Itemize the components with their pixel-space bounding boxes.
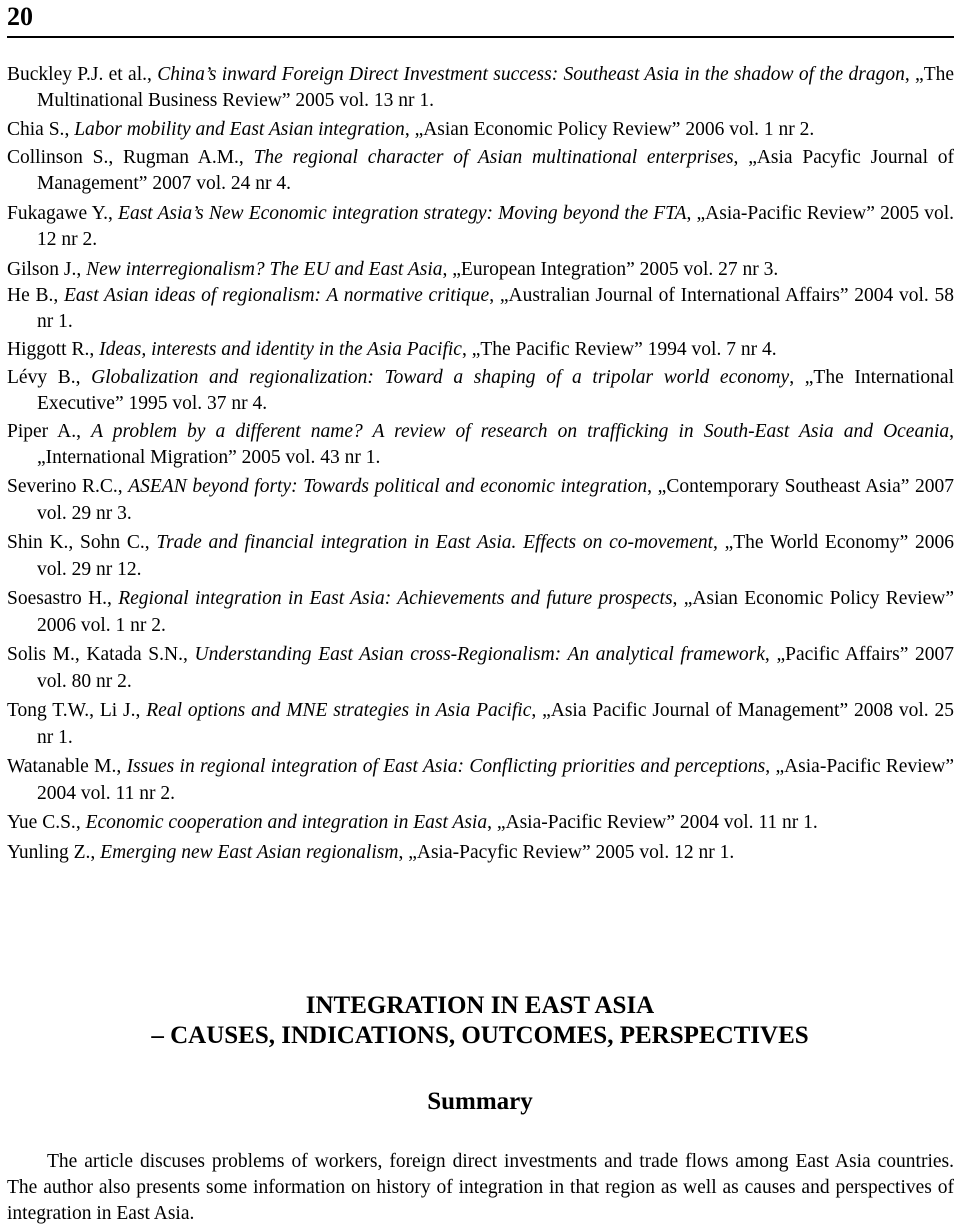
reference-entry: Gilson J., New interregionalism? The EU and East Asia, „European Integration” 2005 vol. 27 nr 3. xyxy=(7,259,779,280)
reference-source: „Asian Economic Policy Review” 2006 vol. 1 nr 2. xyxy=(414,119,815,140)
summary-text: The article discuses problems of workers, foreign direct investments and trade flows among East Asia countries. The author also presents some information on history of integration in that region as well as causes and perspectives of integration in East Asia. xyxy=(7,1151,954,1224)
reference-title: Globalization and regionalization: Toward a shaping of a tripolar world economy xyxy=(91,367,790,388)
page-number: 20 xyxy=(7,2,33,31)
reference-title: New interregionalism? The EU and East Asia xyxy=(86,259,443,280)
reference-source: „The Pacific Review” 1994 vol. 7 nr 4. xyxy=(471,339,777,360)
reference-entry: Soesastro H., Regional integration in East Asia: Achievements and future prospects, „Asian Economic Policy Review” 2006 vol. 1 nr 2. xyxy=(7,588,954,636)
reference-entry: Higgott R., Ideas, interests and identity in the Asia Pacific, „The Pacific Review” 1994 vol. 7 nr 4. xyxy=(7,339,777,360)
reference-entry: Buckley P.J. et al., China’s inward Foreign Direct Investment success: Southeast Asia in the shadow of the dragon, „The Multinational Business Review” 2005 vol. 13 nr 1. xyxy=(7,64,955,111)
reference-author: Yunling Z. xyxy=(7,841,91,863)
reference-author: Piper A. xyxy=(7,421,77,442)
reference-entry: Piper A., A problem by a different name? A review of research on trafficking in South-East Asia and Oceania, „International Migration” 2005 vol. 43 nr 1. xyxy=(7,421,955,468)
reference-entry: Fukagawe Y., East Asia’s New Economic integration strategy: Moving beyond the FTA, „Asia-Pacific Review” 2005 vol. 12 nr 2. xyxy=(7,203,955,250)
reference-source: „Asia-Pacific Review” 2004 vol. 11 nr 1. xyxy=(496,812,818,833)
reference-source: „Asia Pacific Journal of Management” 2008 vol. 25 nr 1. xyxy=(37,700,954,748)
english-title-line1: INTEGRATION IN EAST ASIA xyxy=(305,992,655,1019)
reference-author: Higgott R. xyxy=(7,339,90,360)
reference-source: „European Integration” 2005 vol. 27 nr 3. xyxy=(452,259,779,280)
reference-source: „Asia-Pacific Review” 2005 vol. 12 nr 2. xyxy=(37,203,955,250)
reference-title: Regional integration in East Asia: Achievements and future prospects xyxy=(118,588,673,609)
reference-source: „Asian Economic Policy Review” 2006 vol. 1 nr 2. xyxy=(37,588,954,636)
reference-author: Lévy B. xyxy=(7,367,76,388)
reference-entry: Lévy B., Globalization and regionalization: Toward a shaping of a tripolar world economy, „The International Executive” 1995 vol. 37 nr 4. xyxy=(7,367,954,414)
reference-title: Real options and MNE strategies in Asia Pacific xyxy=(146,700,532,721)
reference-entry: Watanable M., Issues in regional integration of East Asia: Conflicting priorities and perceptions, „Asia-Pacific Review” 2004 vol. 11 nr 2. xyxy=(7,756,955,804)
reference-title: ASEAN beyond forty: Towards political and economic integration xyxy=(128,476,648,497)
reference-author: Tong T.W., Li J. xyxy=(7,700,136,721)
reference-source: „Pacific Affairs” 2007 vol. 80 nr 2. xyxy=(37,644,955,692)
reference-title: Understanding East Asian cross-Regionalism: An analytical framework xyxy=(194,644,765,665)
reference-source: „The Multinational Business Review” 2005 vol. 13 nr 1. xyxy=(37,64,955,111)
reference-entry: Solis M., Katada S.N., Understanding East Asian cross-Regionalism: An analytical framework, „Pacific Affairs” 2007 vol. 80 nr 2. xyxy=(7,644,955,692)
reference-source: „The International Executive” 1995 vol. 37 nr 4. xyxy=(37,367,954,414)
reference-author: Soesastro H. xyxy=(7,588,108,609)
reference-source: „The World Economy” 2006 vol. 29 nr 12. xyxy=(37,532,955,580)
reference-author: Chia S. xyxy=(7,119,65,140)
reference-author: Severino R.C. xyxy=(7,476,118,497)
reference-title: Ideas, interests and identity in the Asia Pacific xyxy=(99,339,462,360)
english-title-line2: – CAUSES, INDICATIONS, OUTCOMES, PERSPECTIVES xyxy=(151,1022,809,1049)
reference-author: Fukagawe Y. xyxy=(7,203,109,224)
reference-title: Trade and financial integration in East Asia. Effects on co-movement xyxy=(156,532,714,553)
reference-source: „Asia-Pacyfic Review” 2005 vol. 12 nr 1. xyxy=(408,841,735,863)
references-list xyxy=(7,62,954,866)
reference-author: He B. xyxy=(7,285,54,306)
reference-entry: He B., East Asian ideas of regionalism: A normative critique, „Australian Journal of International Affairs” 2004 vol. 58 nr 1. xyxy=(7,285,955,332)
reference-author: Yue C.S. xyxy=(7,812,76,833)
reference-title: Economic cooperation and integration in East Asia xyxy=(85,812,488,833)
reference-title: East Asian ideas of regionalism: A normative critique xyxy=(64,285,490,306)
reference-entry: Tong T.W., Li J., Real options and MNE strategies in Asia Pacific, „Asia Pacific Journal of Management” 2008 vol. 25 nr 1. xyxy=(7,700,954,748)
reference-title: The regional character of Asian multinational enterprises xyxy=(253,147,734,168)
reference-entry: Chia S., Labor mobility and East Asian integration, „Asian Economic Policy Review” 2006 vol. 1 nr 2. xyxy=(7,119,815,140)
reference-title: Labor mobility and East Asian integration xyxy=(74,119,405,140)
reference-author: Watanable M. xyxy=(7,756,117,777)
reference-source: „Contemporary Southeast Asia” 2007 vol. 29 nr 3. xyxy=(37,476,955,524)
reference-source: „Asia Pacyfic Journal of Management” 2007 vol. 24 nr 4. xyxy=(37,147,954,194)
reference-entry: Yue C.S., Economic cooperation and integration in East Asia, „Asia-Pacific Review” 2004 vol. 11 nr 1. xyxy=(7,812,818,833)
header-rule xyxy=(7,36,954,38)
reference-title: East Asia’s New Economic integration strategy: Moving beyond the FTA xyxy=(118,203,687,224)
reference-entry: Collinson S., Rugman A.M., The regional character of Asian multinational enterprises, „Asia Pacyfic Journal of Management” 2007 vol. 24 nr 4. xyxy=(7,147,954,194)
reference-title: Issues in regional integration of East Asia: Conflicting priorities and perceptions xyxy=(126,756,766,777)
reference-source: „International Migration” 2005 vol. 43 nr 1. xyxy=(37,447,381,468)
reference-source: „Australian Journal of International Affairs” 2004 vol. 58 nr 1. xyxy=(37,285,955,332)
reference-author: Buckley P.J. et al. xyxy=(7,64,147,85)
reference-entry: Yunling Z., Emerging new East Asian regionalism, „Asia-Pacyfic Review” 2005 vol. 12 nr 1. xyxy=(7,841,735,863)
reference-entry: Severino R.C., ASEAN beyond forty: Towards political and economic integration, „Contemporary Southeast Asia” 2007 vol. 29 nr 3. xyxy=(7,476,955,524)
reference-source: „Asia-Pacific Review” 2004 vol. 11 nr 2. xyxy=(37,756,955,804)
summary-heading: Summary xyxy=(427,1088,533,1115)
reference-entry: Shin K., Sohn C., Trade and financial integration in East Asia. Effects on co-movement, „The World Economy” 2006 vol. 29 nr 12. xyxy=(7,532,955,580)
reference-title: China’s inward Foreign Direct Investment success: Southeast Asia in the shadow of the dragon xyxy=(157,64,905,85)
reference-author: Shin K., Sohn C. xyxy=(7,532,145,553)
reference-author: Gilson J. xyxy=(7,259,77,280)
reference-title: A problem by a different name? A review of research on trafficking in South-East Asia and Oceania xyxy=(91,421,950,442)
reference-author: Collinson S., Rugman A.M. xyxy=(7,147,239,168)
reference-author: Solis M., Katada S.N. xyxy=(7,644,183,665)
reference-title: Emerging new East Asian regionalism xyxy=(100,841,399,863)
